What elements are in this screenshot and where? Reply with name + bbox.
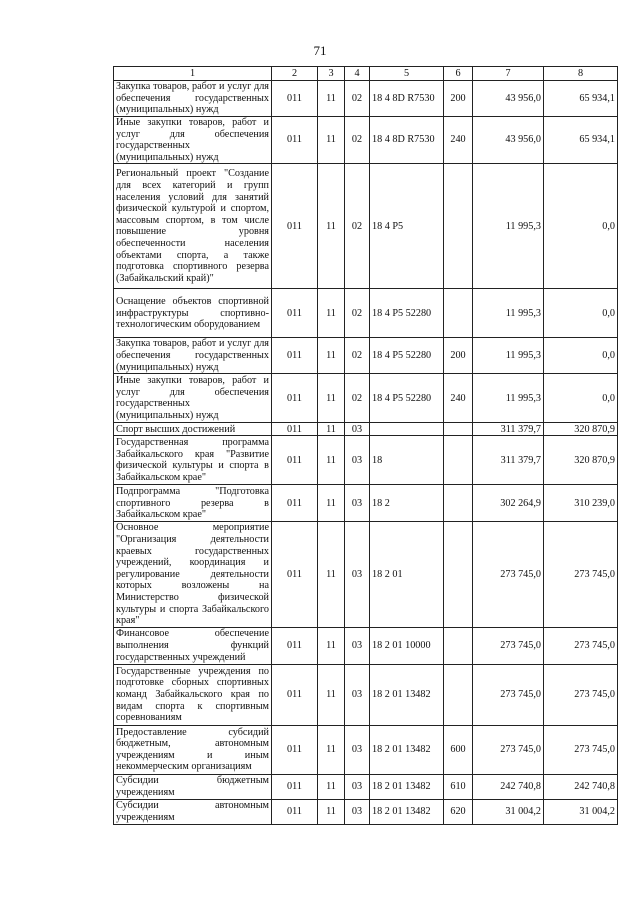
cell-target-code: 18 2 01 13482 — [370, 799, 444, 824]
cell-expense-type — [444, 423, 473, 436]
cell-amount-2: 65 934,1 — [544, 81, 618, 117]
header-cell: 8 — [544, 67, 618, 81]
cell-amount-1: 273 745,0 — [473, 522, 544, 627]
cell-ministry: 011 — [272, 485, 318, 522]
cell-ministry: 011 — [272, 374, 318, 423]
cell-subsection: 02 — [345, 164, 370, 289]
cell-amount-2: 0,0 — [544, 338, 618, 374]
cell-amount-2: 31 004,2 — [544, 799, 618, 824]
cell-amount-2: 273 745,0 — [544, 664, 618, 725]
cell-target-code: 18 — [370, 436, 444, 485]
table-row — [114, 664, 618, 725]
cell-section: 11 — [318, 423, 345, 436]
row-name: Субсидии автономным учреждениям — [114, 799, 272, 824]
cell-section: 11 — [318, 664, 345, 725]
cell-target-code: 18 4 P5 52280 — [370, 289, 444, 338]
cell-amount-1: 11 995,3 — [473, 338, 544, 374]
cell-amount-2: 273 745,0 — [544, 725, 618, 774]
cell-subsection: 03 — [345, 522, 370, 627]
cell-section: 11 — [318, 522, 345, 627]
cell-subsection: 03 — [345, 664, 370, 725]
cell-amount-2: 273 745,0 — [544, 627, 618, 664]
row-name: Основное мероприятие "Организация деятельности краевых государственных учреждений, координация и регулирование деятельности которых возложены на Министерство физической культуры и спорта Забайкальского края" — [114, 522, 272, 627]
header-cell: 5 — [370, 67, 444, 81]
cell-subsection: 03 — [345, 774, 370, 799]
header-cell: 2 — [272, 67, 318, 81]
cell-target-code: 18 4 8D R7530 — [370, 117, 444, 164]
row-name: Государственная программа Забайкальского края "Развитие физической культуры и спорта в Забайкальском крае" — [114, 436, 272, 485]
cell-expense-type — [444, 627, 473, 664]
row-name: Иные закупки товаров, работ и услуг для обеспечения государственных (муниципальных) нужд — [114, 374, 272, 423]
cell-section: 11 — [318, 774, 345, 799]
cell-amount-2: 0,0 — [544, 374, 618, 423]
table-row — [114, 522, 618, 627]
cell-amount-2: 320 870,9 — [544, 423, 618, 436]
cell-ministry: 011 — [272, 117, 318, 164]
table-row — [114, 164, 618, 289]
cell-amount-1: 311 379,7 — [473, 423, 544, 436]
header-cell: 4 — [345, 67, 370, 81]
cell-subsection: 03 — [345, 485, 370, 522]
cell-target-code: 18 4 8D R7530 — [370, 81, 444, 117]
header-cell: 1 — [114, 67, 272, 81]
table-row — [114, 289, 618, 338]
cell-amount-1: 242 740,8 — [473, 774, 544, 799]
row-name: Региональный проект "Создание для всех категорий и групп населения условий для занятий физической культурой и спортом, массовым спортом, в том числе повышение уровня обеспеченности населения объектами спорта, а также подготовка спортивного резерва (Забайкальский край)" — [114, 164, 272, 289]
header-cell: 7 — [473, 67, 544, 81]
cell-amount-1: 311 379,7 — [473, 436, 544, 485]
cell-amount-1: 11 995,3 — [473, 164, 544, 289]
cell-section: 11 — [318, 164, 345, 289]
cell-section: 11 — [318, 485, 345, 522]
table-row — [114, 627, 618, 664]
cell-amount-2: 0,0 — [544, 289, 618, 338]
row-name: Финансовое обеспечение выполнения функций государственных учреждений — [114, 627, 272, 664]
cell-expense-type — [444, 164, 473, 289]
cell-ministry: 011 — [272, 664, 318, 725]
cell-amount-1: 31 004,2 — [473, 799, 544, 824]
cell-target-code: 18 2 — [370, 485, 444, 522]
cell-subsection: 03 — [345, 799, 370, 824]
table-row — [114, 374, 618, 423]
cell-amount-2: 273 745,0 — [544, 522, 618, 627]
table-row — [114, 799, 618, 824]
cell-amount-1: 273 745,0 — [473, 664, 544, 725]
cell-ministry: 011 — [272, 774, 318, 799]
cell-amount-1: 273 745,0 — [473, 627, 544, 664]
row-name: Оснащение объектов спортивной инфраструктуры спортивно-технологическим оборудованием — [114, 289, 272, 338]
cell-subsection: 03 — [345, 627, 370, 664]
cell-section: 11 — [318, 81, 345, 117]
cell-subsection: 02 — [345, 338, 370, 374]
cell-subsection: 02 — [345, 289, 370, 338]
cell-expense-type: 610 — [444, 774, 473, 799]
cell-section: 11 — [318, 289, 345, 338]
budget-table — [113, 66, 618, 825]
cell-ministry: 011 — [272, 522, 318, 627]
cell-subsection: 02 — [345, 117, 370, 164]
cell-subsection: 03 — [345, 725, 370, 774]
row-name: Государственные учреждения по подготовке сборных спортивных команд Забайкальского края по видам спорта к спортивным соревнованиям — [114, 664, 272, 725]
row-name: Спорт высших достижений — [114, 423, 272, 436]
cell-ministry: 011 — [272, 289, 318, 338]
page-number: 71 — [313, 43, 327, 58]
cell-ministry: 011 — [272, 799, 318, 824]
cell-subsection: 02 — [345, 81, 370, 117]
cell-section: 11 — [318, 436, 345, 485]
cell-expense-type: 240 — [444, 374, 473, 423]
header-cell: 3 — [318, 67, 345, 81]
row-name: Закупка товаров, работ и услуг для обеспечения государственных (муниципальных) нужд — [114, 338, 272, 374]
cell-expense-type: 600 — [444, 725, 473, 774]
cell-target-code: 18 2 01 13482 — [370, 725, 444, 774]
cell-expense-type — [444, 289, 473, 338]
cell-section: 11 — [318, 799, 345, 824]
cell-target-code: 18 2 01 13482 — [370, 774, 444, 799]
table-row — [114, 338, 618, 374]
cell-ministry: 011 — [272, 164, 318, 289]
table-row — [114, 423, 618, 436]
row-name: Предоставление субсидий бюджетным, автономным учреждениям и иным некоммерческим организациям — [114, 725, 272, 774]
cell-amount-1: 11 995,3 — [473, 374, 544, 423]
cell-target-code: 18 4 P5 52280 — [370, 338, 444, 374]
cell-amount-1: 273 745,0 — [473, 725, 544, 774]
table-row — [114, 81, 618, 117]
cell-expense-type — [444, 485, 473, 522]
cell-expense-type — [444, 522, 473, 627]
table-row — [114, 436, 618, 485]
cell-section: 11 — [318, 338, 345, 374]
table-row — [114, 725, 618, 774]
cell-expense-type — [444, 664, 473, 725]
cell-expense-type: 620 — [444, 799, 473, 824]
cell-amount-1: 43 956,0 — [473, 81, 544, 117]
cell-expense-type: 200 — [444, 338, 473, 374]
row-name: Подпрограмма "Подготовка спортивного резерва в Забайкальском крае" — [114, 485, 272, 522]
cell-target-code: 18 2 01 — [370, 522, 444, 627]
cell-ministry: 011 — [272, 436, 318, 485]
row-name: Иные закупки товаров, работ и услуг для обеспечения государственных (муниципальных) нужд — [114, 117, 272, 164]
cell-amount-2: 320 870,9 — [544, 436, 618, 485]
table-row — [114, 774, 618, 799]
table-header-row — [114, 67, 618, 81]
cell-subsection: 02 — [345, 374, 370, 423]
cell-ministry: 011 — [272, 81, 318, 117]
cell-target-code — [370, 423, 444, 436]
cell-amount-2: 65 934,1 — [544, 117, 618, 164]
cell-amount-1: 302 264,9 — [473, 485, 544, 522]
cell-section: 11 — [318, 627, 345, 664]
cell-amount-2: 310 239,0 — [544, 485, 618, 522]
cell-target-code: 18 2 01 10000 — [370, 627, 444, 664]
cell-ministry: 011 — [272, 423, 318, 436]
cell-ministry: 011 — [272, 725, 318, 774]
cell-expense-type: 240 — [444, 117, 473, 164]
cell-target-code: 18 4 P5 52280 — [370, 374, 444, 423]
cell-section: 11 — [318, 117, 345, 164]
cell-ministry: 011 — [272, 627, 318, 664]
table-row — [114, 117, 618, 164]
cell-amount-1: 43 956,0 — [473, 117, 544, 164]
cell-expense-type — [444, 436, 473, 485]
cell-amount-2: 0,0 — [544, 164, 618, 289]
cell-amount-1: 11 995,3 — [473, 289, 544, 338]
cell-subsection: 03 — [345, 423, 370, 436]
cell-target-code: 18 2 01 13482 — [370, 664, 444, 725]
cell-target-code: 18 4 P5 — [370, 164, 444, 289]
cell-expense-type: 200 — [444, 81, 473, 117]
header-cell: 6 — [444, 67, 473, 81]
cell-section: 11 — [318, 725, 345, 774]
row-name: Субсидии бюджетным учреждениям — [114, 774, 272, 799]
cell-amount-2: 242 740,8 — [544, 774, 618, 799]
cell-ministry: 011 — [272, 338, 318, 374]
cell-section: 11 — [318, 374, 345, 423]
table-row — [114, 485, 618, 522]
row-name: Закупка товаров, работ и услуг для обеспечения государственных (муниципальных) нужд — [114, 81, 272, 117]
cell-subsection: 03 — [345, 436, 370, 485]
